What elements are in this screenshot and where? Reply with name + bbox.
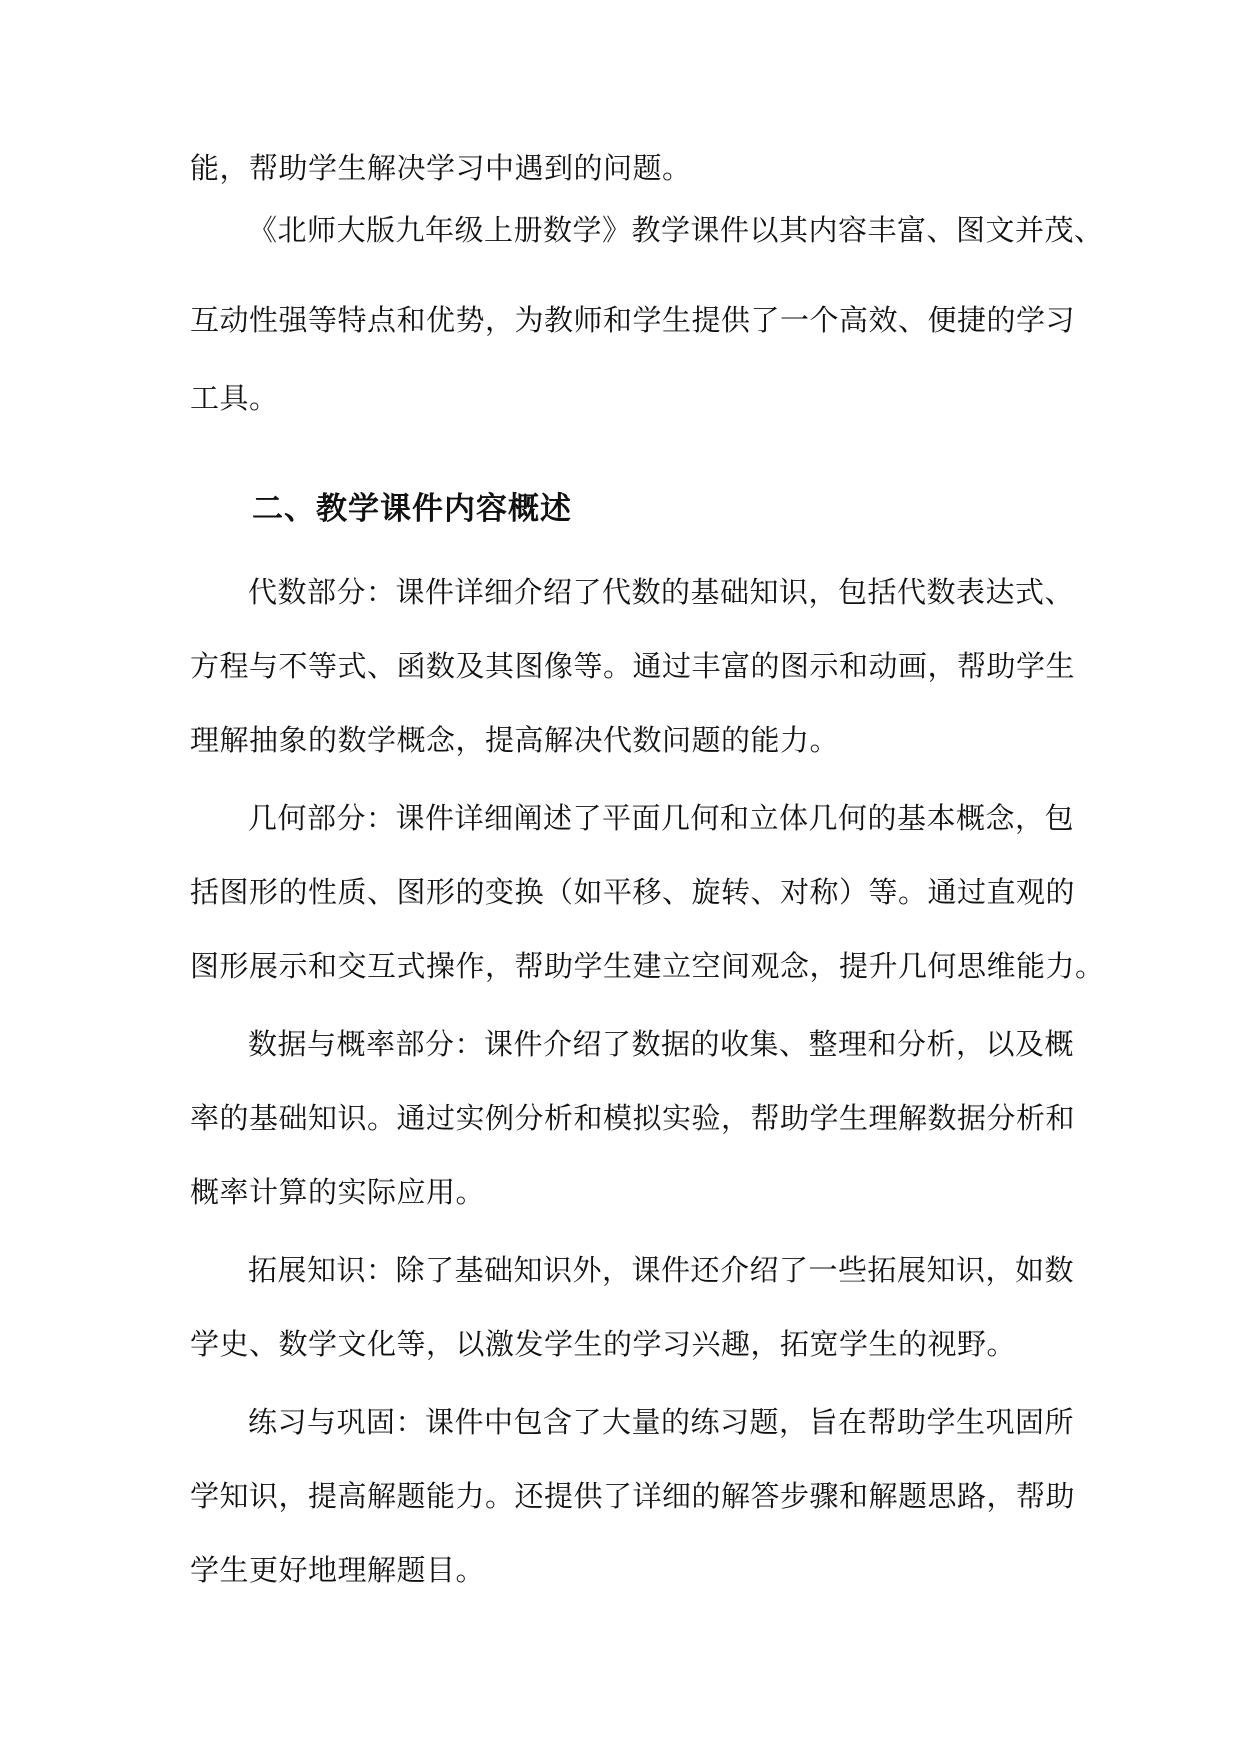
intro-paragraph-line-1: 《北师大版九年级上册数学》教学课件以其内容丰富、图文并茂、 [248, 213, 1104, 247]
data-probability-paragraph-line-1: 数据与概率部分：课件介绍了数据的收集、整理和分析，以及概 [248, 1027, 1075, 1061]
algebra-paragraph-line-2: 方程与不等式、函数及其图像等。通过丰富的图示和动画，帮助学生 [190, 649, 1076, 683]
geometry-paragraph-line-1: 几何部分：课件详细阐述了平面几何和立体几何的基本概念，包 [248, 801, 1075, 835]
algebra-paragraph-line-1: 代数部分：课件详细介绍了代数的基础知识，包括代数表达式、 [248, 575, 1075, 609]
intro-paragraph-line-3: 工具。 [190, 381, 279, 415]
practice-paragraph-line-1: 练习与巩固：课件中包含了大量的练习题，旨在帮助学生巩固所 [248, 1405, 1075, 1439]
geometry-paragraph-line-2: 括图形的性质、图形的变换（如平移、旋转、对称）等。通过直观的 [190, 875, 1076, 909]
data-probability-paragraph-line-2: 率的基础知识。通过实例分析和模拟实验，帮助学生理解数据分析和 [190, 1101, 1076, 1135]
section-heading: 二、教学课件内容概述 [252, 491, 572, 527]
extension-paragraph-line-1: 拓展知识：除了基础知识外，课件还介绍了一些拓展知识，如数 [248, 1253, 1075, 1287]
extension-paragraph-line-2: 学史、数学文化等，以激发学生的学习兴趣，拓宽学生的视野。 [190, 1327, 1017, 1361]
practice-paragraph-line-3: 学生更好地理解题目。 [190, 1553, 486, 1587]
intro-paragraph-end-line: 能，帮助学生解决学习中遇到的问题。 [190, 151, 692, 185]
algebra-paragraph-line-3: 理解抽象的数学概念，提高解决代数问题的能力。 [190, 723, 840, 757]
geometry-paragraph-line-3: 图形展示和交互式操作，帮助学生建立空间观念，提升几何思维能力。 [190, 949, 1105, 983]
data-probability-paragraph-line-3: 概率计算的实际应用。 [190, 1175, 486, 1209]
practice-paragraph-line-2: 学知识，提高解题能力。还提供了详细的解答步骤和解题思路，帮助 [190, 1479, 1076, 1513]
intro-paragraph-line-2: 互动性强等特点和优势，为教师和学生提供了一个高效、便捷的学习 [190, 303, 1076, 337]
